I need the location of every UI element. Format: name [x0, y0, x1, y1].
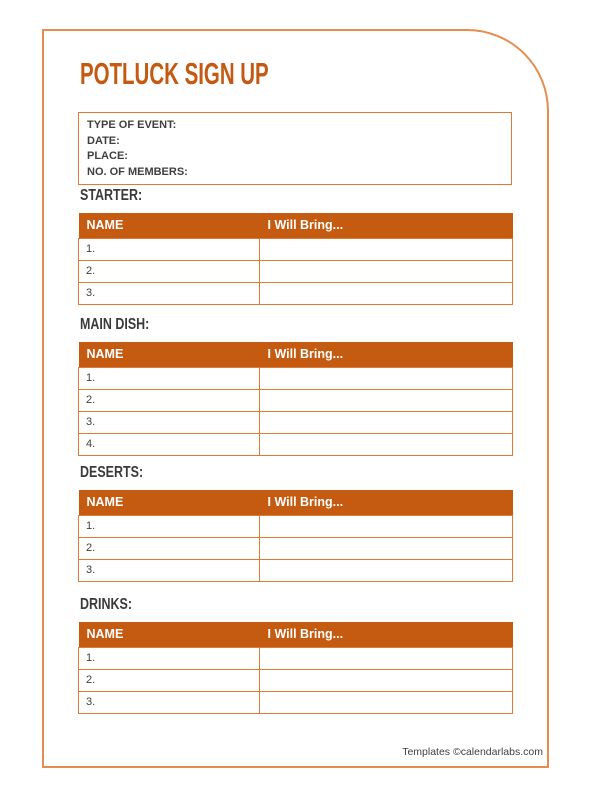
name-cell[interactable]: 3.: [79, 282, 260, 304]
section-deserts: [78, 463, 512, 582]
bring-cell[interactable]: [260, 260, 513, 282]
table-row: [79, 515, 513, 537]
bring-cell[interactable]: [260, 537, 513, 559]
section-main-dish: [78, 315, 512, 456]
section-heading: DRINKS:: [80, 596, 133, 613]
bring-cell[interactable]: [260, 647, 513, 669]
bring-column-header: I Will Bring...: [260, 342, 513, 367]
table-row: [79, 559, 513, 581]
bring-cell[interactable]: [260, 389, 513, 411]
name-cell[interactable]: 2.: [79, 669, 260, 691]
event-place-label: PLACE:: [87, 150, 128, 162]
name-column-header: NAME: [79, 213, 260, 238]
name-cell[interactable]: 1.: [79, 238, 260, 260]
name-column-header: NAME: [79, 490, 260, 515]
name-cell[interactable]: 2.: [79, 537, 260, 559]
event-type-label: TYPE OF EVENT:: [87, 119, 177, 131]
event-date-label: DATE:: [87, 134, 120, 147]
bring-cell[interactable]: [260, 559, 513, 581]
starter-table: [78, 213, 513, 305]
name-cell[interactable]: 3.: [79, 559, 260, 581]
table-row: [79, 238, 513, 260]
name-cell[interactable]: 4.: [79, 433, 260, 455]
bring-cell[interactable]: [260, 282, 513, 304]
bring-column-header: I Will Bring...: [260, 490, 513, 515]
table-header-row: [79, 622, 513, 647]
bring-column-header: I Will Bring...: [260, 213, 513, 238]
bring-cell[interactable]: [260, 433, 513, 455]
deserts-table: [78, 490, 513, 582]
section-heading: STARTER:: [80, 187, 143, 204]
main-dish-table: [78, 342, 513, 456]
drinks-table: [78, 622, 513, 714]
table-row: [79, 433, 513, 455]
name-cell[interactable]: 1.: [79, 515, 260, 537]
table-row: [79, 367, 513, 389]
table-header-row: [79, 342, 513, 367]
table-row: [79, 389, 513, 411]
section-starter: [78, 186, 512, 305]
name-column-header: NAME: [79, 622, 260, 647]
table-row: [79, 669, 513, 691]
table-row: [79, 282, 513, 304]
name-column-header: NAME: [79, 342, 260, 367]
section-drinks: [78, 595, 512, 714]
table-row: [79, 411, 513, 433]
name-cell[interactable]: 2.: [79, 389, 260, 411]
section-heading: DESERTS:: [80, 464, 144, 481]
bring-cell[interactable]: [260, 691, 513, 713]
bring-cell[interactable]: [260, 367, 513, 389]
name-cell[interactable]: 3.: [79, 691, 260, 713]
event-members-label: NO. OF MEMBERS:: [87, 165, 188, 178]
table-row: [79, 647, 513, 669]
event-info-box: [78, 112, 512, 185]
name-cell[interactable]: 1.: [79, 367, 260, 389]
name-cell[interactable]: 1.: [79, 647, 260, 669]
table-row: [79, 691, 513, 713]
name-cell[interactable]: 2.: [79, 260, 260, 282]
table-row: [79, 537, 513, 559]
table-header-row: [79, 213, 513, 238]
footer-credit: Templates ©calendarlabs.com: [402, 746, 543, 758]
bring-cell[interactable]: [260, 411, 513, 433]
page-title: POTLUCK SIGN UP: [80, 56, 269, 91]
bring-column-header: I Will Bring...: [260, 622, 513, 647]
section-heading: MAIN DISH:: [80, 316, 150, 333]
table-row: [79, 260, 513, 282]
name-cell[interactable]: 3.: [79, 411, 260, 433]
table-header-row: [79, 490, 513, 515]
bring-cell[interactable]: [260, 669, 513, 691]
bring-cell[interactable]: [260, 238, 513, 260]
bring-cell[interactable]: [260, 515, 513, 537]
